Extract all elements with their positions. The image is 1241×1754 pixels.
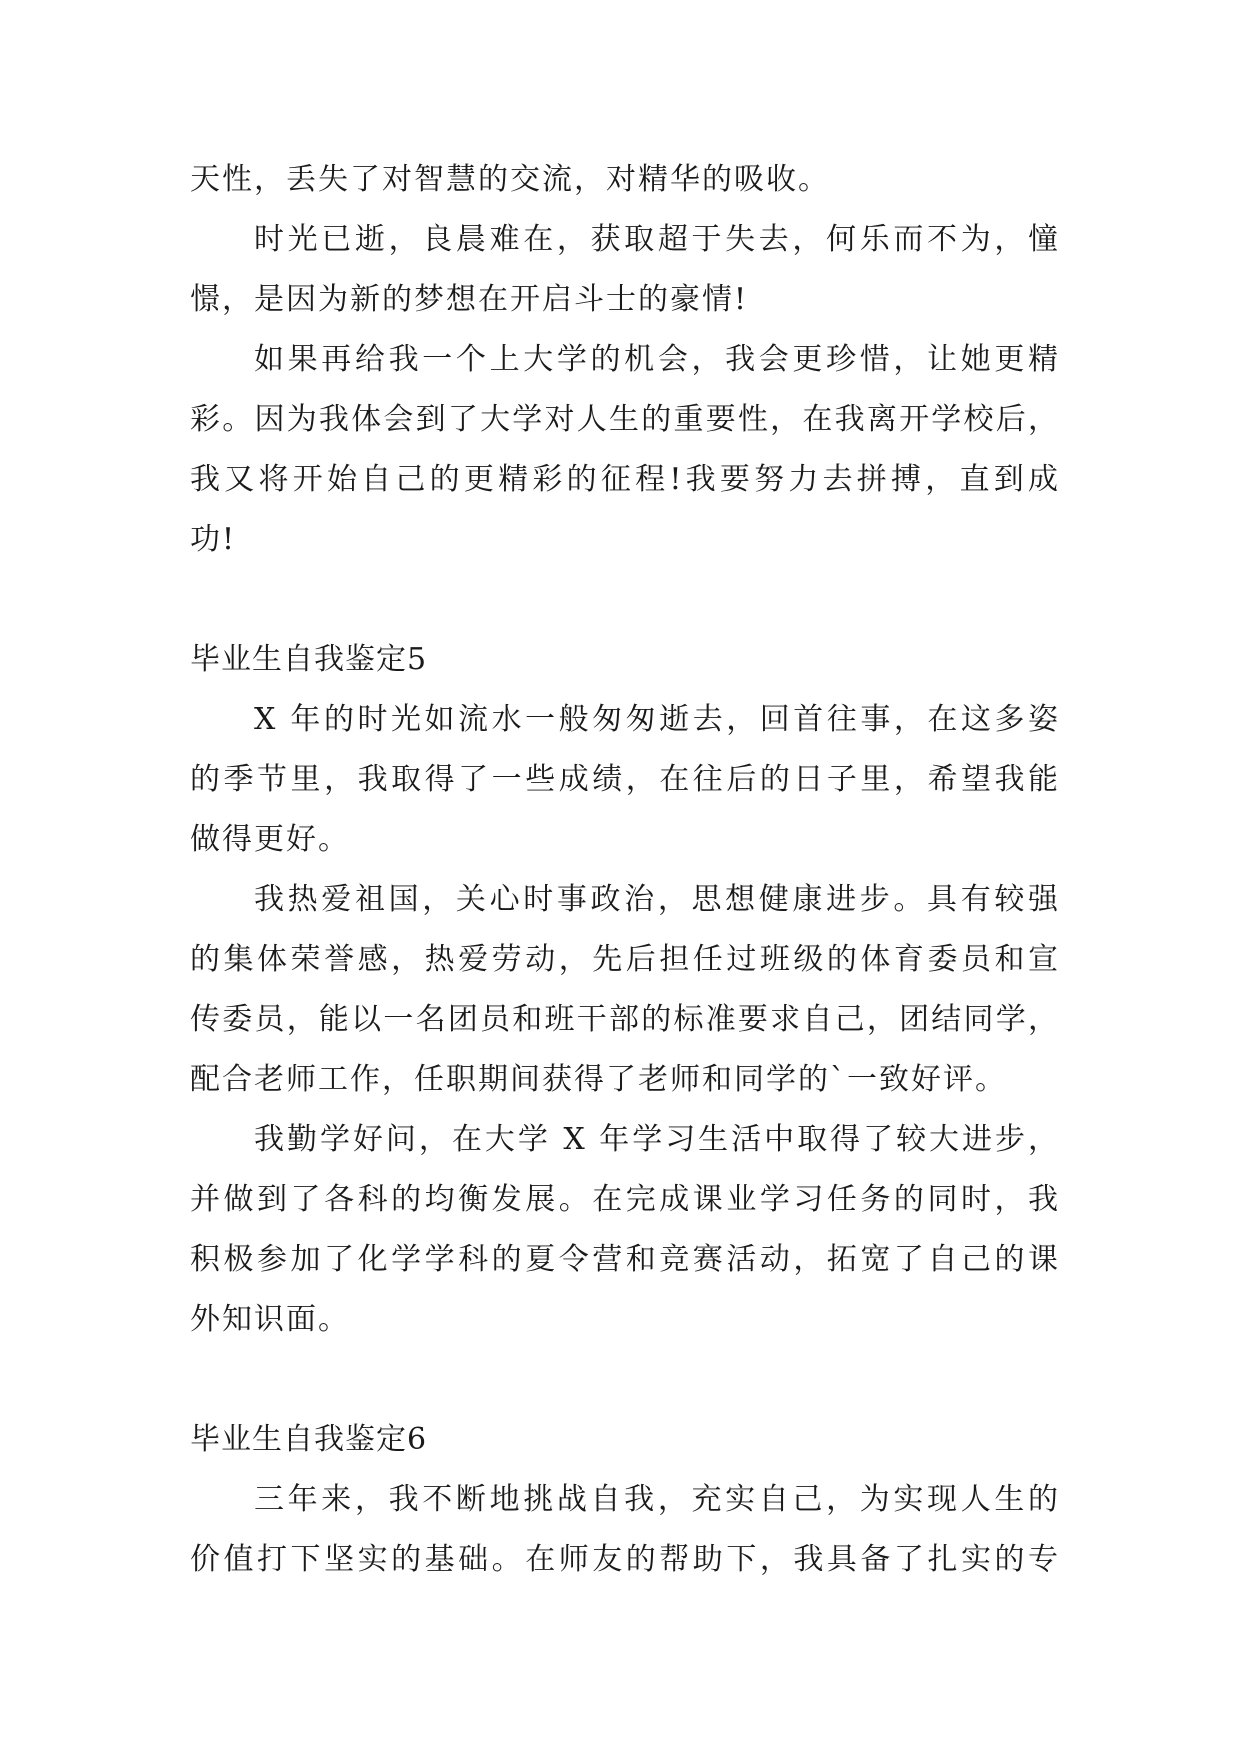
paragraph [190, 1470, 1060, 1590]
text-line: 我勤学好问，在大学 X 年学习生活中取得了较大进步， [254, 1122, 1060, 1157]
text-line: 传委员，能以一名团员和班干部的标准要求自己，团结同学， [190, 1002, 1060, 1037]
document-page [190, 150, 1060, 1590]
text-line: X 年的时光如流水一般匆匆逝去，回首往事，在这多姿 [254, 702, 1060, 737]
text-line: 外知识面。 [190, 1302, 350, 1337]
text-line: 三年来，我不断地挑战自我，充实自己，为实现人生的 [254, 1482, 1060, 1517]
section-gap [190, 570, 1060, 630]
paragraph [190, 210, 1060, 330]
text-line: 并做到了各科的均衡发展。在完成课业学习任务的同时，我 [190, 1182, 1060, 1217]
text-line: 如果再给我一个上大学的机会，我会更珍惜，让她更精 [254, 342, 1060, 377]
text-line: 价值打下坚实的基础。在师友的帮助下，我具备了扎实的专 [190, 1542, 1060, 1577]
paragraph [190, 870, 1060, 1110]
text-line: 功! [190, 522, 237, 557]
text-line: 天性，丢失了对智慧的交流，对精华的吸收。 [190, 162, 830, 197]
paragraph [190, 690, 1060, 870]
text-line: 的季节里，我取得了一些成绩，在往后的日子里，希望我能 [190, 762, 1060, 797]
text-line: 我热爱祖国，关心时事政治，思想健康进步。具有较强 [254, 882, 1060, 917]
section-title: 毕业生自我鉴定6 [190, 1422, 428, 1457]
text-line: 彩。因为我体会到了大学对人生的重要性，在我离开学校后， [190, 402, 1060, 437]
text-line: 配合老师工作，任职期间获得了老师和同学的`一致好评。 [190, 1062, 1007, 1097]
text-line: 憬，是因为新的梦想在开启斗士的豪情! [190, 282, 749, 317]
section-title: 毕业生自我鉴定5 [190, 642, 428, 677]
text-line: 积极参加了化学学科的夏令营和竞赛活动，拓宽了自己的课 [190, 1242, 1060, 1277]
section-gap [190, 1350, 1060, 1410]
paragraph [190, 1110, 1060, 1350]
text-line: 我又将开始自己的更精彩的征程!我要努力去拼搏，直到成 [190, 462, 1060, 497]
paragraph [190, 150, 1060, 210]
paragraph [190, 330, 1060, 570]
text-line: 的集体荣誉感，热爱劳动，先后担任过班级的体育委员和宣 [190, 942, 1060, 977]
text-line: 时光已逝，良晨难在，获取超于失去，何乐而不为，憧 [254, 222, 1060, 257]
text-line: 做得更好。 [190, 822, 350, 857]
